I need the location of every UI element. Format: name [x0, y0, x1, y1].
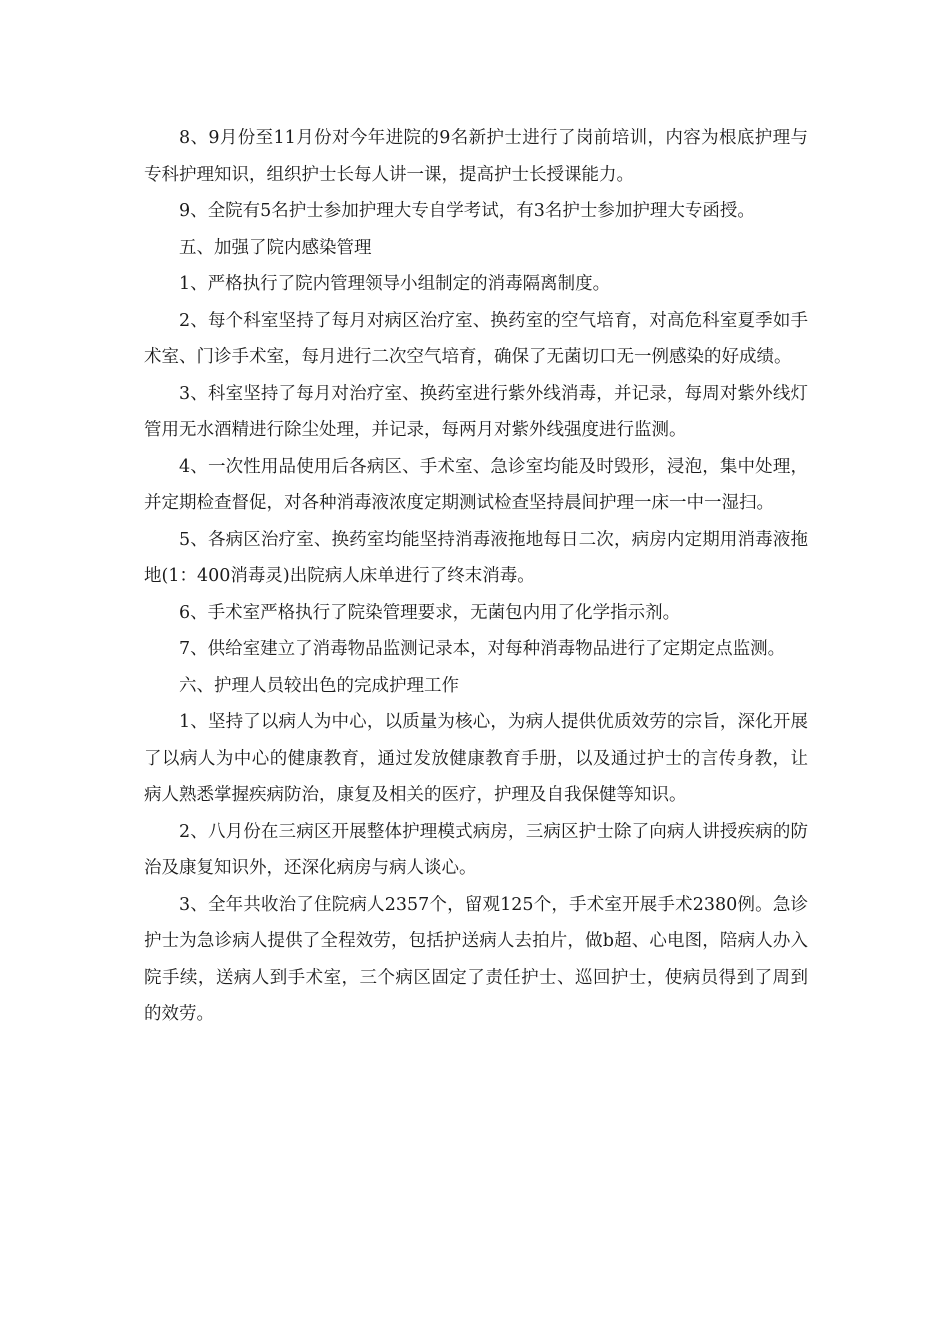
section-heading-nursing: 六、护理人员较出色的完成护理工作 — [179, 675, 459, 696]
paragraph-floor-disinfection: 5、各病区治疗室、换药室均能坚持消毒液拖地每日二次，病房内定期用消毒液拖地(1：400消毒灵)出院病人床单进行了终末消毒。 — [144, 529, 808, 586]
document-page — [144, 120, 808, 1033]
paragraph-disposables: 4、一次性用品使用后各病区、手术室、急诊室均能及时毁形，浸泡，集中处理，并定期检查督促，对各种消毒液浓度定期测试检查坚持晨间护理一床一中一湿扫。 — [144, 456, 808, 513]
section-heading-infection: 五、加强了院内感染管理 — [179, 237, 372, 258]
paragraph-uv-disinfection: 3、科室坚持了每月对治疗室、换药室进行紫外线消毒，并记录，每周对紫外线灯管用无水酒精进行除尘处理，并记录，每两月对紫外线强度进行监测。 — [144, 383, 808, 440]
paragraph-isolation: 1、严格执行了院内管理领导小组制定的消毒隔离制度。 — [179, 274, 611, 294]
paragraph-operating-room: 6、手术室严格执行了院染管理要求，无菌包内用了化学指示剂。 — [179, 602, 681, 623]
paragraph-health-education: 1、坚持了以病人为中心，以质量为核心，为病人提供优质效劳的宗旨，深化开展了以病人为中心的健康教育，通过发放健康教育手册，以及通过护士的言传身教，让病人熟悉掌握疾病防治，康复及相关的医疗，护理及自我保健等知识。 — [144, 712, 808, 805]
paragraph-supply-room: 7、供给室建立了消毒物品监测记录本，对每种消毒物品进行了定期定点监测。 — [179, 639, 786, 659]
paragraph-exam: 9、全院有5名护士参加护理大专自学考试，有3名护士参加护理大专函授。 — [179, 201, 755, 221]
paragraph-holistic-care: 2、八月份在三病区开展整体护理模式病房，三病区护士除了向病人讲授疾病的防治及康复知识外，还深化病房与病人谈心。 — [144, 821, 808, 878]
paragraph-annual-stats: 3、全年共收治了住院病人2357个，留观125个，手术室开展手术2380例。急诊护士为急诊病人提供了全程效劳，包括护送病人去拍片，做b超、心电图，陪病人办入院手续，送病人到手术室，三个病区固定了责任护士、巡回护士，使病员得到了周到的效劳。 — [144, 894, 808, 1024]
paragraph-air-culture: 2、每个科室坚持了每月对病区治疗室、换药室的空气培育，对高危科室夏季如手术室、门诊手术室，每月进行二次空气培育，确保了无菌切口无一例感染的好成绩。 — [144, 310, 808, 367]
paragraph-training: 8、9月份至11月份对今年进院的9名新护士进行了岗前培训，内容为根底护理与专科护理知识，组织护士长每人讲一课，提高护士长授课能力。 — [144, 128, 808, 185]
